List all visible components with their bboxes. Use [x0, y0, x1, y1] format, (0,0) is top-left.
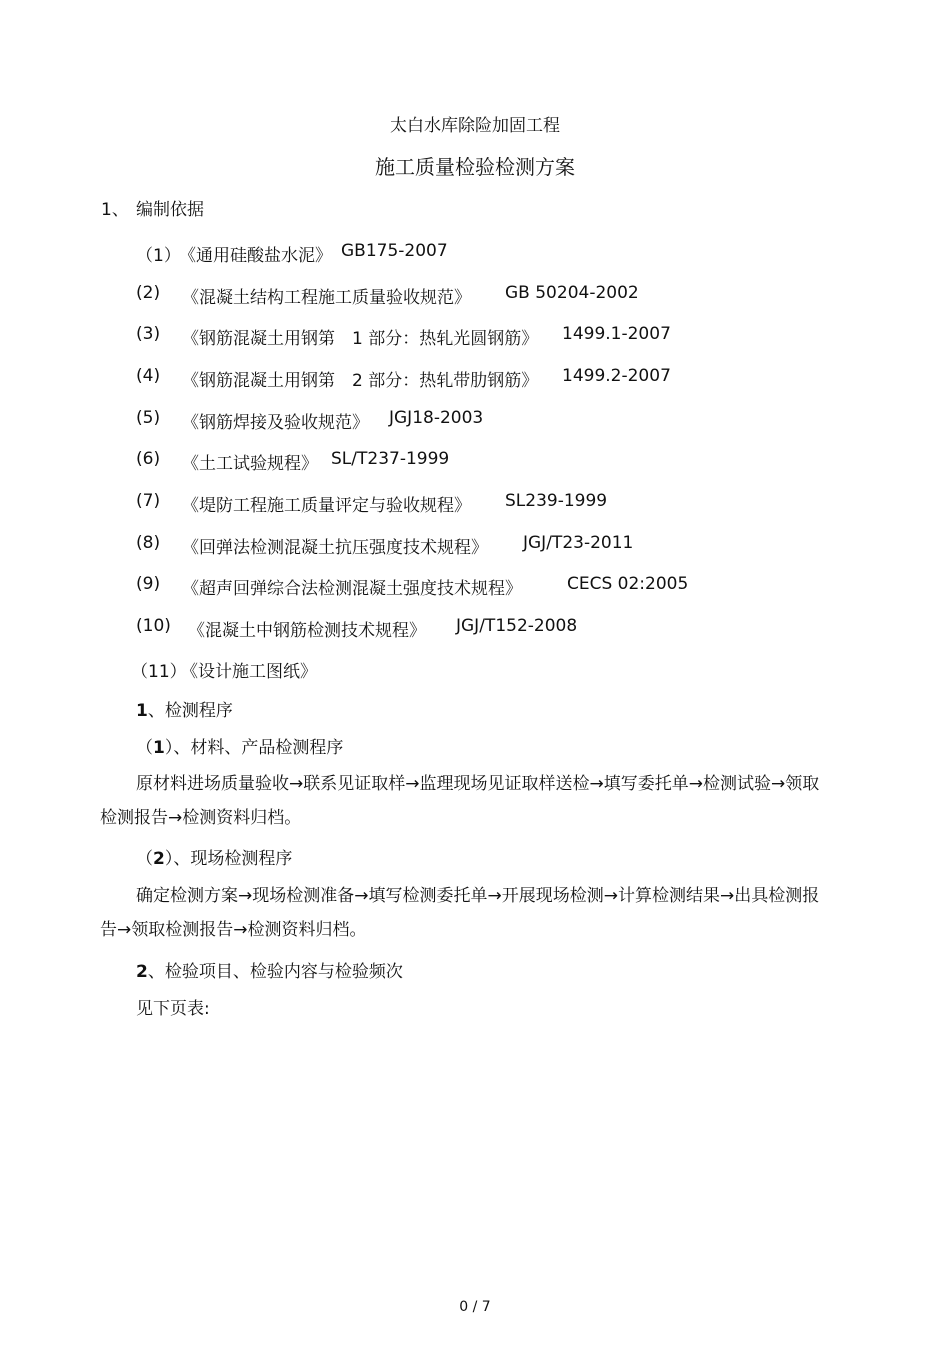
reference-code: 1499.1-2007 — [562, 324, 671, 344]
reference-code: SL239-1999 — [505, 491, 608, 511]
inspection-items-heading — [136, 962, 403, 982]
field-procedure-number: 2 — [153, 849, 165, 869]
reference-number: (6) — [136, 449, 161, 469]
reference-number: （1） — [136, 246, 181, 266]
procedure-heading-label: 、检测程序 — [147, 701, 233, 721]
material-procedure-open: （ — [136, 738, 153, 758]
material-procedure-heading — [136, 738, 343, 758]
reference-name: 《钢筋焊接及验收规范》 — [182, 413, 369, 433]
procedure-heading-number: 1 — [136, 701, 148, 721]
material-procedure-label: ）、材料、产品检测程序 — [164, 738, 344, 758]
field-procedure-label: ）、现场检测程序 — [164, 849, 293, 869]
reference-name: 《回弹法检测混凝土抗压强度技术规程》 — [182, 538, 488, 558]
reference-number: (8) — [136, 533, 161, 553]
see-next-page-note: 见下页表: — [136, 999, 210, 1019]
reference-name: 《堤防工程施工质量评定与验收规程》 — [182, 496, 471, 516]
document-title: 施工质量检验检测方案 — [375, 155, 575, 179]
reference-name: 《钢筋混凝土用钢第 1 部分：热轧光圆钢筋》 — [182, 329, 539, 349]
field-procedure-heading — [136, 849, 292, 869]
reference-number: (7) — [136, 491, 161, 511]
reference-code: JGJ/T23-2011 — [523, 533, 634, 553]
section-heading: 编制依据 — [136, 200, 204, 220]
reference-name: 《钢筋混凝土用钢第 2 部分：热轧带肋钢筋》 — [182, 371, 539, 391]
reference-number: (2) — [136, 283, 161, 303]
reference-number: (3) — [136, 324, 161, 344]
inspection-items-label: 、检验项目、检验内容与检验频次 — [147, 962, 403, 982]
reference-code: CECS 02:2005 — [567, 574, 689, 594]
reference-code: JGJ/T152-2008 — [456, 616, 578, 636]
reference-code: 1499.2-2007 — [562, 366, 671, 386]
material-procedure-text: 原材料进场质量验收→联系见证取样→监理现场见证取样送检→填写委托单→检测试验→领取检测报告→检测资料归档。 — [100, 774, 820, 828]
reference-code: SL/T237-1999 — [331, 449, 450, 469]
reference-code: JGJ18-2003 — [389, 408, 484, 428]
reference-name: 《设计施工图纸》 — [181, 662, 317, 682]
page-number: 0 / 7 — [459, 1299, 491, 1315]
material-procedure-number: 1 — [153, 738, 165, 758]
procedure-heading — [136, 701, 233, 721]
reference-number: （11） — [131, 662, 187, 682]
reference-number: (5) — [136, 408, 161, 428]
field-procedure-text: 确定检测方案→现场检测准备→填写检测委托单→开展现场检测→计算检测结果→出具检测报告→领取检测报告→检测资料归档。 — [100, 886, 820, 940]
reference-name: 《土工试验规程》 — [182, 454, 318, 474]
project-title: 太白水库除险加固工程 — [390, 116, 560, 136]
reference-number: (10) — [136, 616, 171, 636]
reference-code: GB 50204-2002 — [505, 283, 639, 303]
inspection-items-number: 2 — [136, 962, 148, 982]
reference-number: (9) — [136, 574, 161, 594]
reference-name: 《混凝土中钢筋检测技术规程》 — [188, 621, 426, 641]
reference-number: (4) — [136, 366, 161, 386]
reference-name: 《通用硅酸盐水泥》 — [179, 246, 332, 266]
reference-code: GB175-2007 — [341, 241, 448, 261]
section-number: 1、 — [101, 200, 129, 220]
reference-name: 《超声回弹综合法检测混凝土强度技术规程》 — [182, 579, 522, 599]
field-procedure-open: （ — [136, 849, 153, 869]
reference-name: 《混凝土结构工程施工质量验收规范》 — [182, 288, 471, 308]
